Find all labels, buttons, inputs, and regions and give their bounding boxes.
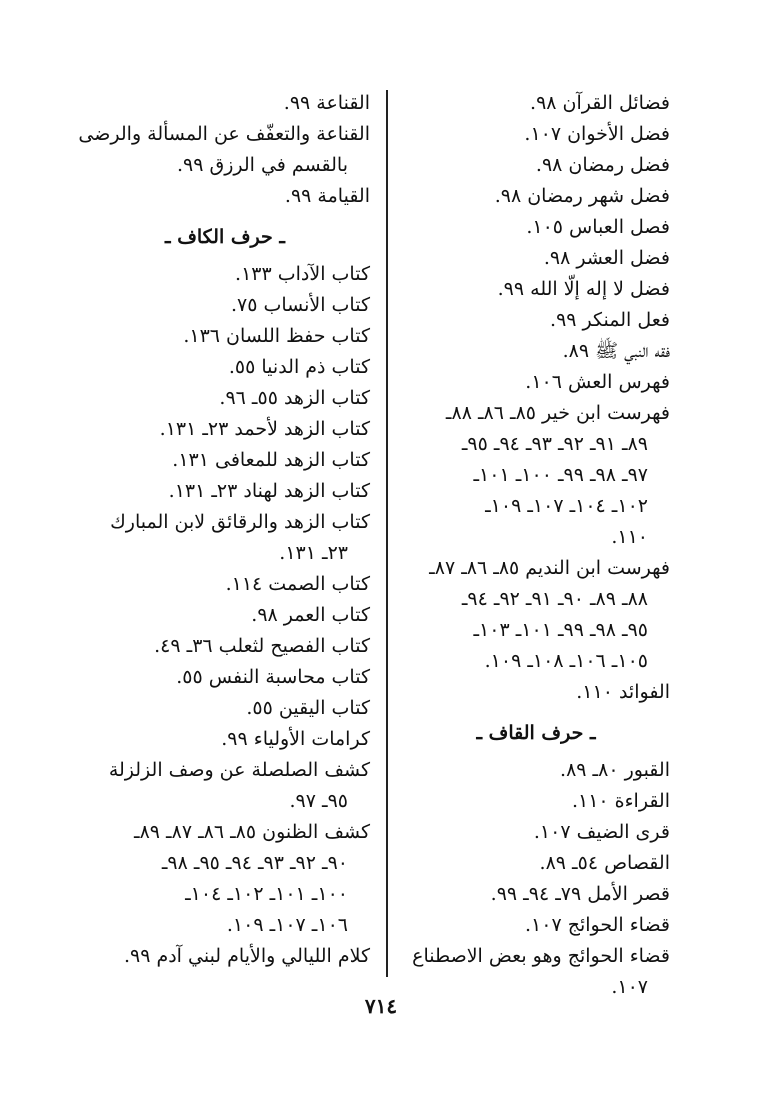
- index-entry: كتاب الزهد لهناد ٢٣ـ ١٣١.: [168, 480, 370, 502]
- index-entry: القراءة ١١٠.: [571, 790, 670, 812]
- index-entry-continuation: ١٠٢ـ ١٠٤ـ ١٠٧ـ ١٠٩ـ: [485, 495, 648, 517]
- index-entry: كتاب الأنساب ٧٥.: [230, 294, 370, 316]
- index-entry: كتاب حفظ اللسان ١٣٦.: [183, 325, 370, 347]
- index-entry: فضل لا إله إلّا الله ٩٩.: [497, 278, 670, 300]
- index-entry-continuation: ٨٨ـ ٨٩ـ ٩٠ـ ٩١ـ ٩٢ـ ٩٤ـ: [461, 588, 648, 610]
- index-entry: كتاب الآداب ١٣٣.: [235, 263, 370, 285]
- index-entry: كتاب اليقين ٥٥.: [246, 697, 370, 719]
- index-entry: كتاب الزهد ٥٥ـ ٩٦.: [219, 387, 370, 409]
- index-entry: القصاص ٥٤ـ ٨٩.: [539, 852, 670, 874]
- left-index-column: [80, 88, 370, 972]
- index-entry: كتاب الزهد والرقائق لابن المبارك: [110, 511, 370, 533]
- index-entry: فهرس العش ١٠٦.: [525, 371, 670, 393]
- index-entry: كرامات الأولياء ٩٩.: [221, 728, 370, 750]
- index-entry: الفوائد ١١٠.: [576, 681, 670, 703]
- index-entry: فضل رمضان ٩٨.: [535, 154, 670, 176]
- index-entry-continuation: ١٠٦ـ ١٠٧ـ ١٠٩.: [226, 914, 348, 936]
- index-entry-continuation: ١١٠.: [611, 526, 648, 548]
- index-entry: القناعة والتعفّف عن المسألة والرضى: [78, 123, 370, 145]
- index-entry-continuation: ٩٥ـ ٩٨ـ ٩٩ـ ١٠١ـ ١٠٣ـ: [473, 619, 648, 641]
- index-entry-continuation: ١٠٥ـ ١٠٦ـ ١٠٨ـ ١٠٩.: [484, 650, 648, 672]
- index-entry: فضل الأخوان ١٠٧.: [524, 123, 670, 145]
- index-entry: كتاب العمر ٩٨.: [251, 604, 370, 626]
- index-entry: القيامة ٩٩.: [284, 185, 370, 207]
- index-entry: فضل العشر ٩٨.: [543, 247, 670, 269]
- index-entry: قرى الضيف ١٠٧.: [533, 821, 670, 843]
- column-divider: [386, 90, 388, 977]
- index-entry: فقه النبي ﷺ ٨٩.: [562, 340, 670, 362]
- index-entry: كشف الظنون ٨٥ـ ٨٦ـ ٨٧ـ ٨٩ـ: [134, 821, 370, 843]
- index-entry-continuation: ٩٥ـ ٩٧.: [289, 790, 348, 812]
- index-entry: فضل شهر رمضان ٩٨.: [494, 185, 670, 207]
- index-entry: كتاب الزهد لأحمد ٢٣ـ ١٣١.: [159, 418, 370, 440]
- index-entry: كتاب محاسبة النفس ٥٥.: [176, 666, 370, 688]
- index-entry: فصل العباس ١٠٥.: [526, 216, 670, 238]
- index-entry: فهرست ابن النديم ٨٥ـ ٨٦ـ ٨٧ـ: [429, 557, 670, 579]
- index-entry: كلام الليالي والأيام لبني آدم ٩٩.: [123, 945, 370, 967]
- index-entry: القبور ٨٠ـ ٨٩.: [560, 759, 670, 781]
- index-entry: فعل المنكر ٩٩.: [550, 309, 670, 331]
- index-entry: كتاب الزهد للمعافى ١٣١.: [172, 449, 370, 471]
- index-entry: القناعة ٩٩.: [283, 92, 370, 114]
- index-entry-continuation: بالقسم في الرزق ٩٩.: [176, 154, 348, 176]
- index-entry: كتاب الصمت ١١٤.: [225, 573, 370, 595]
- index-entry-continuation: ٢٣ـ ١٣١.: [279, 542, 348, 564]
- index-entry: كتاب ذم الدنيا ٥٥.: [228, 356, 370, 378]
- index-entry: فضائل القرآن ٩٨.: [530, 92, 670, 114]
- index-entry-continuation: ٩٠ـ ٩٢ـ ٩٣ـ ٩٤ـ ٩٥ـ ٩٨ـ: [161, 852, 348, 874]
- index-entry: قضاء الحوائج ١٠٧.: [524, 914, 670, 936]
- page-number: ٧١٤: [364, 994, 398, 1018]
- index-entry: فهرست ابن خير ٨٥ـ ٨٦ـ ٨٨ـ: [445, 402, 670, 424]
- index-entry: قضاء الحوائج وهو بعض الاصطناع: [412, 945, 670, 967]
- index-entry-continuation: ٩٧ـ ٩٨ـ ٩٩ـ ١٠٠ـ ١٠١ـ: [473, 464, 648, 486]
- index-entry: كشف الصلصلة عن وصف الزلزلة: [108, 759, 370, 781]
- index-entry-continuation: ١٠٠ـ ١٠١ـ ١٠٢ـ ١٠٤ـ: [185, 883, 348, 905]
- right-index-column: [402, 88, 670, 1003]
- section-heading: ـ حرف الكاف ـ: [165, 226, 285, 248]
- index-entry-continuation: ١٠٧.: [611, 976, 648, 998]
- index-entry: كتاب الفصيح لثعلب ٣٦ـ ٤٩.: [154, 635, 370, 657]
- section-heading: ـ حرف القاف ـ: [476, 722, 596, 744]
- index-entry: قصر الأمل ٧٩ـ ٩٤ـ ٩٩.: [490, 883, 670, 905]
- index-entry-continuation: ٨٩ـ ٩١ـ ٩٢ـ ٩٣ـ ٩٤ـ ٩٥ـ: [461, 433, 648, 455]
